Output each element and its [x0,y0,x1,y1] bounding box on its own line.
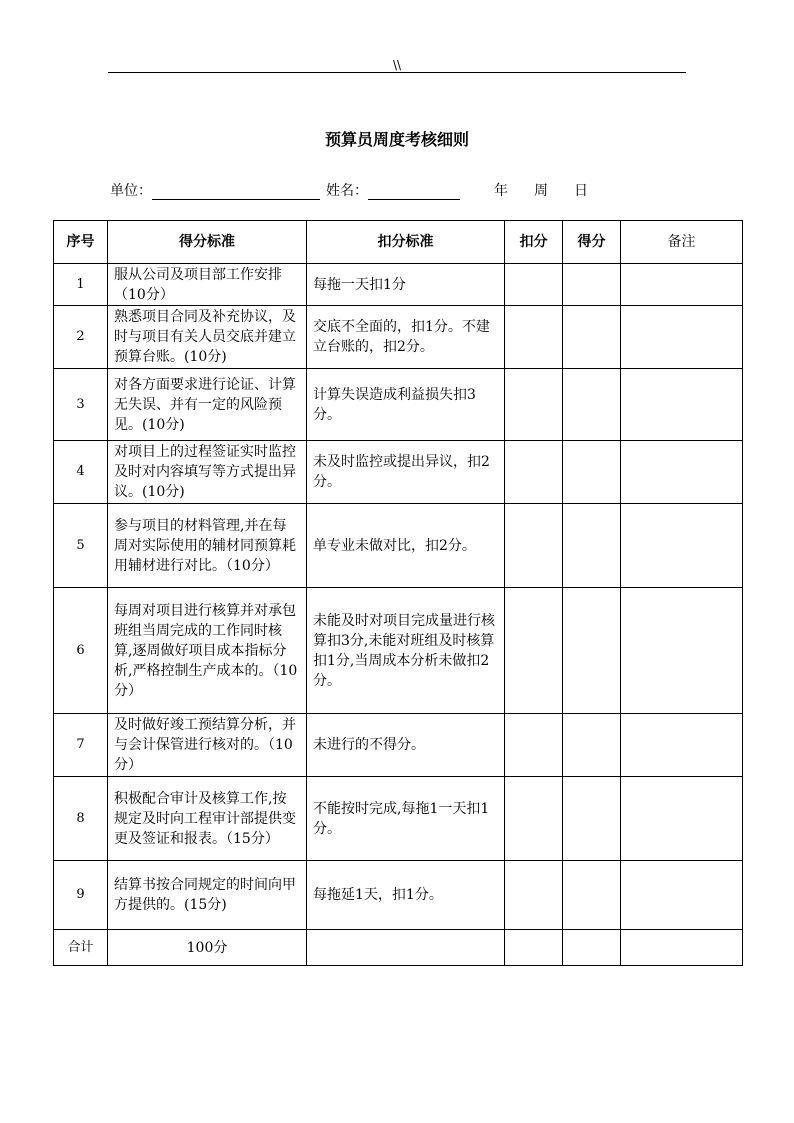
info-line [110,180,588,200]
row-note-cell[interactable] [621,777,743,861]
row-index: 3 [54,369,108,441]
table-row [54,861,743,930]
assessment-table [53,220,743,966]
row-deduct-cell[interactable] [505,306,563,369]
row-index: 1 [54,264,108,306]
header-deduct: 扣分 [505,221,563,264]
row-index: 5 [54,504,108,588]
row-deduct-cell[interactable] [505,264,563,306]
row-deduct-cell[interactable] [505,588,563,714]
table-row [54,777,743,861]
row-note-cell[interactable] [621,861,743,930]
row-deduct-cell[interactable] [505,777,563,861]
row-deduct-standard: 计算失误造成利益损失扣3分。 [307,369,505,441]
table-row [54,264,743,306]
row-index: 2 [54,306,108,369]
row-deduct-cell[interactable] [505,369,563,441]
row-note-cell[interactable] [621,264,743,306]
name-blank [368,183,460,200]
total-label: 合计 [54,930,108,966]
row-score-standard: 对项目上的过程签证实时监控及时对内容填写等方式提出异议。(10分) [108,441,307,504]
document-title: 预算员周度考核细则 [324,130,469,149]
row-score-standard: 每周对项目进行核算并对承包班组当周完成的工作同时核算,逐周做好项目成本指标分析,严格控制生产成本的。（10分） [108,588,307,714]
total-row [54,930,743,966]
table-row [54,369,743,441]
row-note-cell[interactable] [621,441,743,504]
header-deduct-standard: 扣分标准 [307,221,505,264]
row-note-cell[interactable] [621,369,743,441]
header-index: 序号 [54,221,108,264]
name-label: 姓名： [326,183,368,199]
row-score-cell[interactable] [563,504,621,588]
total-score-cell[interactable] [563,930,621,966]
row-score-standard: 熟悉项目合同及补充协议，及时与项目有关人员交底并建立预算台账。(10分) [108,306,307,369]
row-score-cell[interactable] [563,306,621,369]
row-score-cell[interactable] [563,441,621,504]
row-score-cell[interactable] [563,264,621,306]
row-score-standard: 对各方面要求进行论证、计算无失误、并有一定的风险预见。(10分) [108,369,307,441]
row-deduct-standard: 未及时监控或提出异议，扣2分。 [307,441,505,504]
row-deduct-standard: 每拖一天扣1分 [307,264,505,306]
row-score-cell[interactable] [563,861,621,930]
unit-label: 单位： [110,183,152,199]
row-deduct-standard: 交底不全面的，扣1分。不建立台账的，扣2分。 [307,306,505,369]
table-row [54,504,743,588]
year-label: 年 [494,183,508,199]
total-deduct-standard-cell [307,930,505,966]
header-score-standard: 得分标准 [108,221,307,264]
row-score-standard: 及时做好竣工预结算分析，并与会计保管进行核对的。（10分） [108,714,307,777]
header-note: 备注 [621,221,743,264]
row-score-standard: 服从公司及项目部工作安排（10分） [108,264,307,306]
row-note-cell[interactable] [621,588,743,714]
row-score-cell[interactable] [563,714,621,777]
week-label: 周 [534,183,548,199]
row-index: 8 [54,777,108,861]
day-label: 日 [574,183,588,199]
header-rule [108,72,686,73]
row-score-cell[interactable] [563,369,621,441]
unit-blank [152,183,320,200]
row-score-standard: 结算书按合同规定的时间向甲方提供的。(15分) [108,861,307,930]
total-score: 100分 [108,930,307,966]
row-score-cell[interactable] [563,588,621,714]
row-deduct-standard: 每拖延1天，扣1分。 [307,861,505,930]
row-deduct-standard: 单专业未做对比，扣2分。 [307,504,505,588]
row-index: 7 [54,714,108,777]
row-note-cell[interactable] [621,306,743,369]
row-score-standard: 参与项目的材料管理,并在每周对实际使用的辅材同预算耗用辅材进行对比。（10分） [108,504,307,588]
row-index: 6 [54,588,108,714]
row-deduct-cell[interactable] [505,504,563,588]
row-index: 9 [54,861,108,930]
row-deduct-cell[interactable] [505,714,563,777]
row-deduct-standard: 未能及时对项目完成量进行核算扣3分,未能对班组及时核算扣1分,当周成本分析未做扣2分。 [307,588,505,714]
table-row [54,714,743,777]
table-row [54,306,743,369]
row-index: 4 [54,441,108,504]
total-deduct-cell[interactable] [505,930,563,966]
row-note-cell[interactable] [621,714,743,777]
header-mark: \\ [392,58,402,72]
row-score-standard: 积极配合审计及核算工作,按规定及时向工程审计部提供变更及签证和报表。（15分） [108,777,307,861]
row-score-cell[interactable] [563,777,621,861]
table-header-row [54,221,743,264]
row-deduct-cell[interactable] [505,861,563,930]
total-note-cell[interactable] [621,930,743,966]
header-score: 得分 [563,221,621,264]
table-row [54,441,743,504]
row-deduct-standard: 未进行的不得分。 [307,714,505,777]
row-note-cell[interactable] [621,504,743,588]
row-deduct-standard: 不能按时完成,每拖1一天扣1分。 [307,777,505,861]
row-deduct-cell[interactable] [505,441,563,504]
table-row [54,588,743,714]
